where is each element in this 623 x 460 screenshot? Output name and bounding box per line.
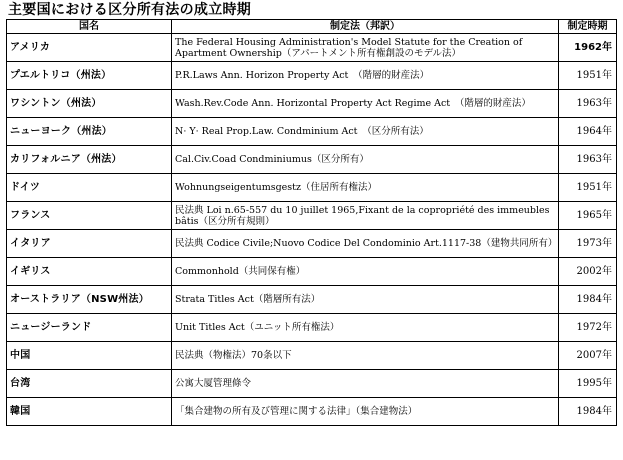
country-cell: ニューヨーク（州法）: [7, 118, 172, 146]
country-cell: 台湾: [7, 370, 172, 398]
table-row: [7, 174, 617, 202]
year-cell: 1995年: [559, 370, 617, 398]
law-cell: N· Y· Real Prop.Law. Condminium Act （区分所有法）: [172, 118, 559, 146]
country-cell: 中国: [7, 342, 172, 370]
law-cell: 「集合建物の所有及び管理に関する法律」（集合建物法）: [172, 398, 559, 426]
table-row: [7, 370, 617, 398]
year-cell: 2007年: [559, 342, 617, 370]
law-table: [6, 19, 617, 426]
country-cell: ワシントン（州法）: [7, 90, 172, 118]
table-row: [7, 62, 617, 90]
table-row: [7, 90, 617, 118]
country-cell: イギリス: [7, 258, 172, 286]
table-row: [7, 202, 617, 230]
table-row: [7, 286, 617, 314]
year-cell: 1965年: [559, 202, 617, 230]
country-cell: フランス: [7, 202, 172, 230]
table-row: [7, 146, 617, 174]
year-cell: 1963年: [559, 146, 617, 174]
country-cell: 韓国: [7, 398, 172, 426]
law-cell: Commonhold（共同保有権）: [172, 258, 559, 286]
header-law: 制定法（邦訳）: [172, 20, 559, 34]
country-cell: イタリア: [7, 230, 172, 258]
year-cell: 1951年: [559, 62, 617, 90]
page-title: 主要国における区分所有法の成立時期: [8, 2, 252, 18]
year-cell: 2002年: [559, 258, 617, 286]
law-cell: Wash.Rev.Code Ann. Horizontal Property Act Regime Act （階層的財産法）: [172, 90, 559, 118]
country-cell: ドイツ: [7, 174, 172, 202]
country-cell: カリフォルニア（州法）: [7, 146, 172, 174]
header-country: 国名: [7, 20, 172, 34]
country-cell: オーストラリア（NSW州法）: [7, 286, 172, 314]
year-cell: 1963年: [559, 90, 617, 118]
table-row: [7, 230, 617, 258]
law-cell: Strata Titles Act（階層所有法）: [172, 286, 559, 314]
year-cell: 1984年: [559, 286, 617, 314]
year-cell: 1984年: [559, 398, 617, 426]
law-cell: Unit Titles Act（ユニット所有権法）: [172, 314, 559, 342]
year-cell: 1951年: [559, 174, 617, 202]
law-cell: Wohnungseigentumsgestz（住居所有権法）: [172, 174, 559, 202]
table-row: [7, 34, 617, 62]
table-row: [7, 258, 617, 286]
law-cell: Cal.Civ.Coad Condminiumus（区分所有）: [172, 146, 559, 174]
table-header-row: [7, 20, 617, 34]
table-row: [7, 342, 617, 370]
table-row: [7, 118, 617, 146]
law-cell: 民法典（物権法）70条以下: [172, 342, 559, 370]
country-cell: アメリカ: [7, 34, 172, 62]
year-cell: 1973年: [559, 230, 617, 258]
country-cell: プエルトリコ（州法）: [7, 62, 172, 90]
year-cell: 1964年: [559, 118, 617, 146]
law-cell: 公寓大厦管理條令: [172, 370, 559, 398]
law-cell: 民法典 Codice Civile;Nuovo Codice Del Condominio Art.1117-38（建物共同所有）: [172, 230, 559, 258]
law-cell: The Federal Housing Administration's Model Statute for the Creation of Apartment Ownership（アパートメント所有権創設のモデル法）: [172, 34, 559, 62]
country-cell: ニュージーランド: [7, 314, 172, 342]
table-row: [7, 398, 617, 426]
year-cell: 1972年: [559, 314, 617, 342]
year-cell: 1962年: [559, 34, 617, 62]
law-cell: 民法典 Loi n.65-557 du 10 juillet 1965,Fixant de la copropriété des immeubles bâtis（区分所有規則）: [172, 202, 559, 230]
law-cell: P.R.Laws Ann. Horizon Property Act （階層的財産法）: [172, 62, 559, 90]
table-row: [7, 314, 617, 342]
header-year: 制定時期: [559, 20, 617, 34]
